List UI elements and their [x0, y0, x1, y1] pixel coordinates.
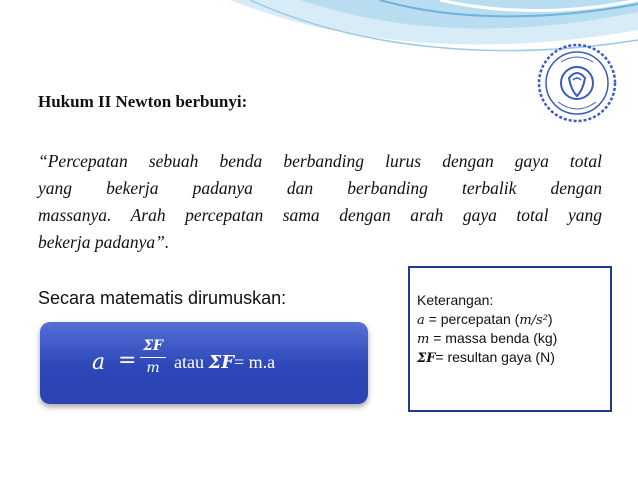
keterangan-box [408, 266, 612, 412]
keterangan-text: = massa benda (kg) [429, 330, 558, 346]
formula-lhs: a [92, 350, 106, 375]
quote-line: massanya. Arah percepatan sama dengan arah gaya total yang [38, 205, 602, 225]
sum-force-symbol: ΣF [208, 352, 234, 373]
formula-intro: Secara matematis dirumuskan: [38, 288, 287, 308]
formula-connector: atau [174, 352, 204, 372]
formula-box [40, 322, 368, 404]
fraction-numerator: ΣF [143, 338, 163, 354]
keterangan-symbol: a [417, 313, 425, 328]
newton-law-quote [38, 148, 602, 256]
formula-alternative [174, 352, 275, 373]
fraction-bar [140, 357, 166, 358]
keterangan-symbol: ΣF [417, 351, 436, 366]
formula-equals: = [118, 348, 137, 373]
keterangan-symbol: m [417, 332, 430, 347]
keterangan-item [417, 349, 555, 366]
keterangan-close: ) [547, 311, 553, 327]
keterangan-item [417, 311, 553, 328]
keterangan-unit: m/s² [519, 313, 548, 328]
keterangan-title: Keterangan: [417, 292, 494, 308]
keterangan-item [417, 330, 557, 347]
formula-fraction [140, 338, 166, 376]
university-logo [536, 42, 618, 124]
fraction-denominator: m [146, 360, 160, 376]
quote-line: bekerja padanya”. [38, 232, 170, 252]
formula-rhs: = m.a [234, 352, 276, 372]
quote-line: yang bekerja padanya dan berbanding terbalik dengan [38, 178, 602, 198]
slide-heading: Hukum II Newton berbunyi: [38, 92, 248, 111]
keterangan-text: = percepatan ( [424, 311, 520, 327]
quote-line: “Percepatan sebuah benda berbanding lurus dengan gaya total [38, 151, 602, 171]
keterangan-text: = resultan gaya (N) [435, 349, 555, 365]
